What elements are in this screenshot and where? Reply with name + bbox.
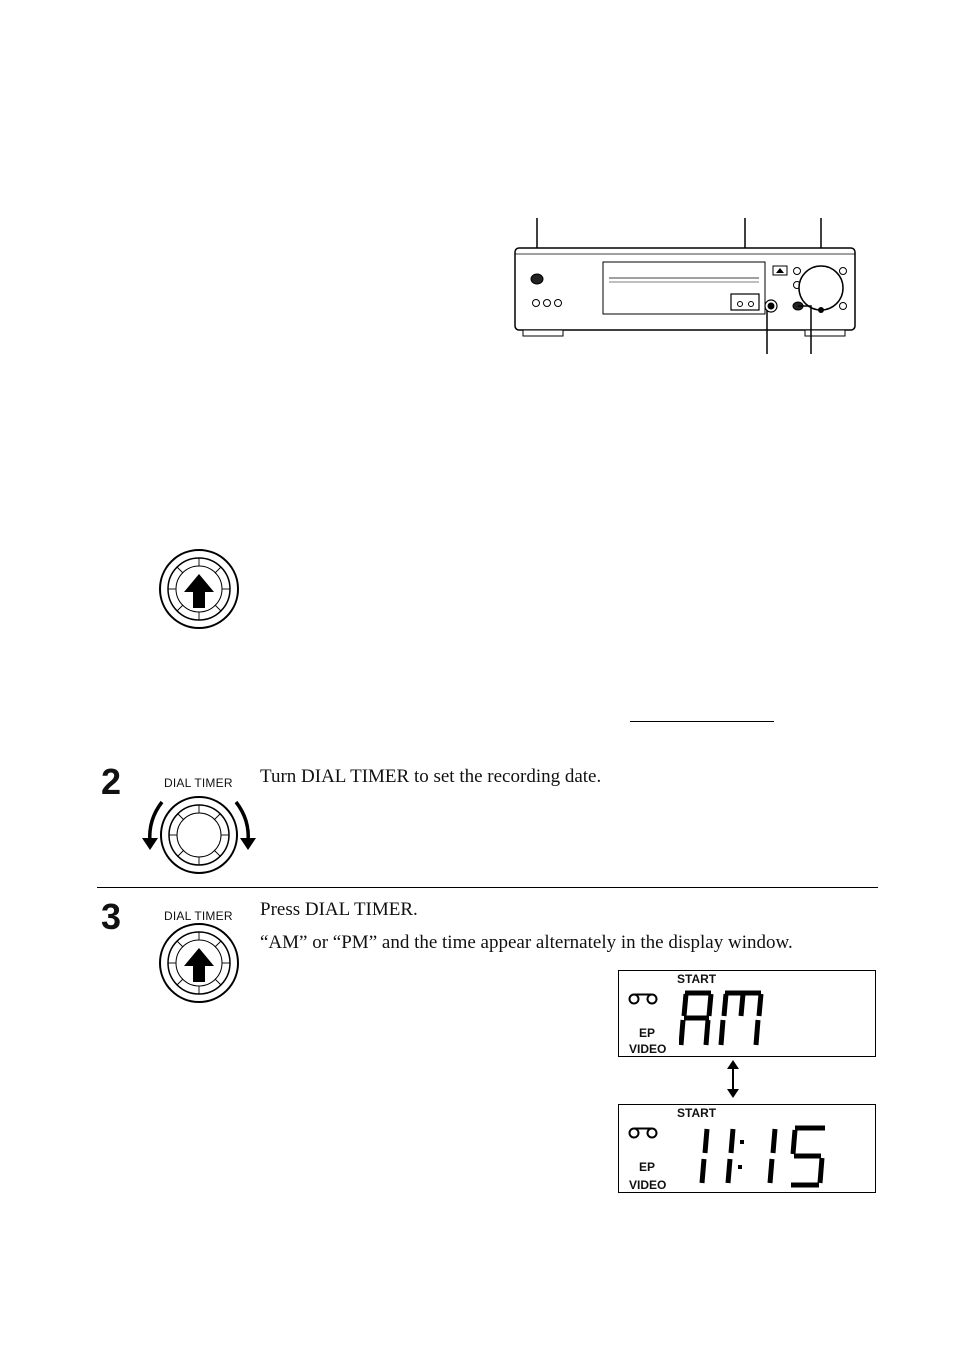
display-window-am — [618, 970, 876, 1057]
start-indicator: START — [677, 1106, 717, 1120]
double-arrow-icon — [724, 1060, 742, 1098]
dial-timer-label: DIAL TIMER — [164, 776, 233, 790]
display-window-time — [618, 1104, 876, 1193]
step-instruction: Turn DIAL TIMER to set the recording date. — [260, 766, 602, 787]
dial-turn-illustration — [140, 792, 258, 878]
alternate-arrow — [724, 1060, 742, 1098]
dial-turn-icon — [140, 792, 258, 878]
tape-icon — [627, 993, 659, 1005]
dial-press-illustration — [158, 548, 240, 630]
step-number: 2 — [101, 761, 122, 802]
lcd-readout — [689, 1125, 829, 1189]
dial-press-icon — [158, 548, 240, 630]
ep-indicator: EP — [639, 1026, 656, 1040]
step-instruction: Press DIAL TIMER. — [260, 899, 418, 920]
video-indicator: VIDEO — [629, 1178, 667, 1192]
step-number: 3 — [101, 896, 122, 937]
start-indicator: START — [677, 972, 717, 986]
vcr-front-panel-icon — [505, 218, 865, 358]
step-divider — [97, 887, 878, 888]
video-indicator: VIDEO — [629, 1042, 667, 1056]
dial-press-illustration — [158, 922, 240, 1004]
underline-divider — [630, 721, 774, 722]
lcd-readout — [679, 987, 769, 1049]
tape-icon — [627, 1127, 659, 1139]
step-note: “AM” or “PM” and the time appear alternately in the display window. — [260, 932, 793, 953]
dial-press-icon — [158, 922, 240, 1004]
dial-timer-label: DIAL TIMER — [164, 909, 233, 923]
vcr-front-panel-illustration — [505, 218, 865, 358]
ep-indicator: EP — [639, 1160, 656, 1174]
